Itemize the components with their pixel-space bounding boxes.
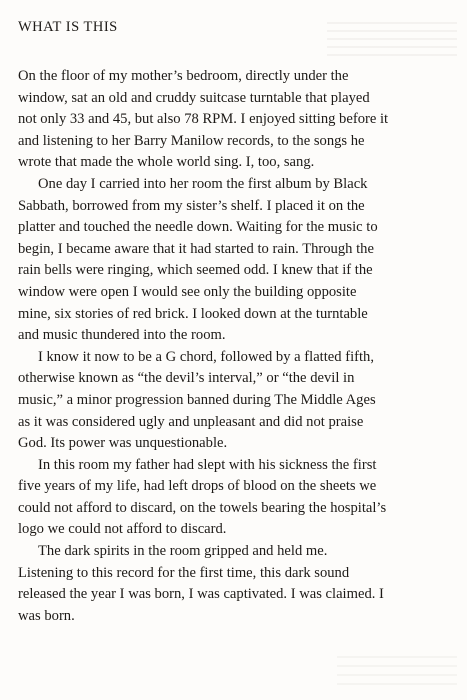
text-line: God. Its power was unquestionable. (18, 435, 228, 452)
text-line: logo we could not afford to discard. (18, 521, 227, 538)
text-line: In this room my father had slept with his sickness the first (38, 456, 377, 473)
text-line: and listening to her Barry Manilow records, to the songs he (18, 132, 365, 149)
text-line: window, sat an old and cruddy suitcase turntable that played (18, 89, 370, 106)
text-line: mine, six stories of red brick. I looked down at the turntable (18, 305, 368, 322)
paragraph-1 (18, 66, 458, 174)
text-line: and music thundered into the room. (18, 327, 226, 344)
text-line: On the floor of my mother’s bedroom, directly under the (18, 68, 349, 84)
text-line: could not afford to discard, on the towels bearing the hospital’s (18, 499, 387, 516)
paragraph-5 (18, 541, 458, 627)
bleed-through-texture (337, 656, 457, 686)
text-line: begin, I became aware that it had started to rain. Through the (18, 240, 374, 257)
text-line: not only 33 and 45, but also 78 RPM. I enjoyed sitting before it (18, 111, 389, 128)
text-line: as it was considered ugly and unpleasant and did not praise (18, 413, 364, 430)
text-line: otherwise known as “the devil’s interval,” or “the devil in (18, 370, 355, 387)
paragraph-3 (18, 347, 458, 455)
text-line: rain bells were ringing, which seemed odd. I knew that if the (18, 262, 373, 279)
text-line: One day I carried into her room the first album by Black (38, 175, 368, 192)
text-line: Sabbath, borrowed from my sister’s shelf. I placed it on the (18, 197, 365, 214)
text-line: five years of my life, had left drops of blood on the sheets we (18, 478, 377, 495)
paragraph-2 (18, 174, 458, 347)
text-line: platter and touched the needle down. Waiting for the music to (18, 219, 378, 236)
text-line: was born. (18, 607, 75, 624)
text-line: released the year I was born, I was captivated. I was claimed. I (18, 586, 384, 603)
text-line: wrote that made the whole world sing. I, too, sang. (18, 154, 315, 171)
body-text (18, 66, 458, 627)
bleed-through-texture (327, 22, 457, 62)
text-line: Listening to this record for the first time, this dark sound (18, 564, 350, 581)
chapter-heading: WHAT IS THIS (18, 19, 118, 35)
text-line: window were open I would see only the building opposite (18, 283, 357, 300)
text-line: The dark spirits in the room gripped and held me. (38, 543, 328, 560)
text-line: I know it now to be a G chord, followed by a flatted fifth, (38, 348, 374, 365)
paragraph-4 (18, 455, 458, 541)
text-line: music,” a minor progression banned during The Middle Ages (18, 391, 376, 408)
